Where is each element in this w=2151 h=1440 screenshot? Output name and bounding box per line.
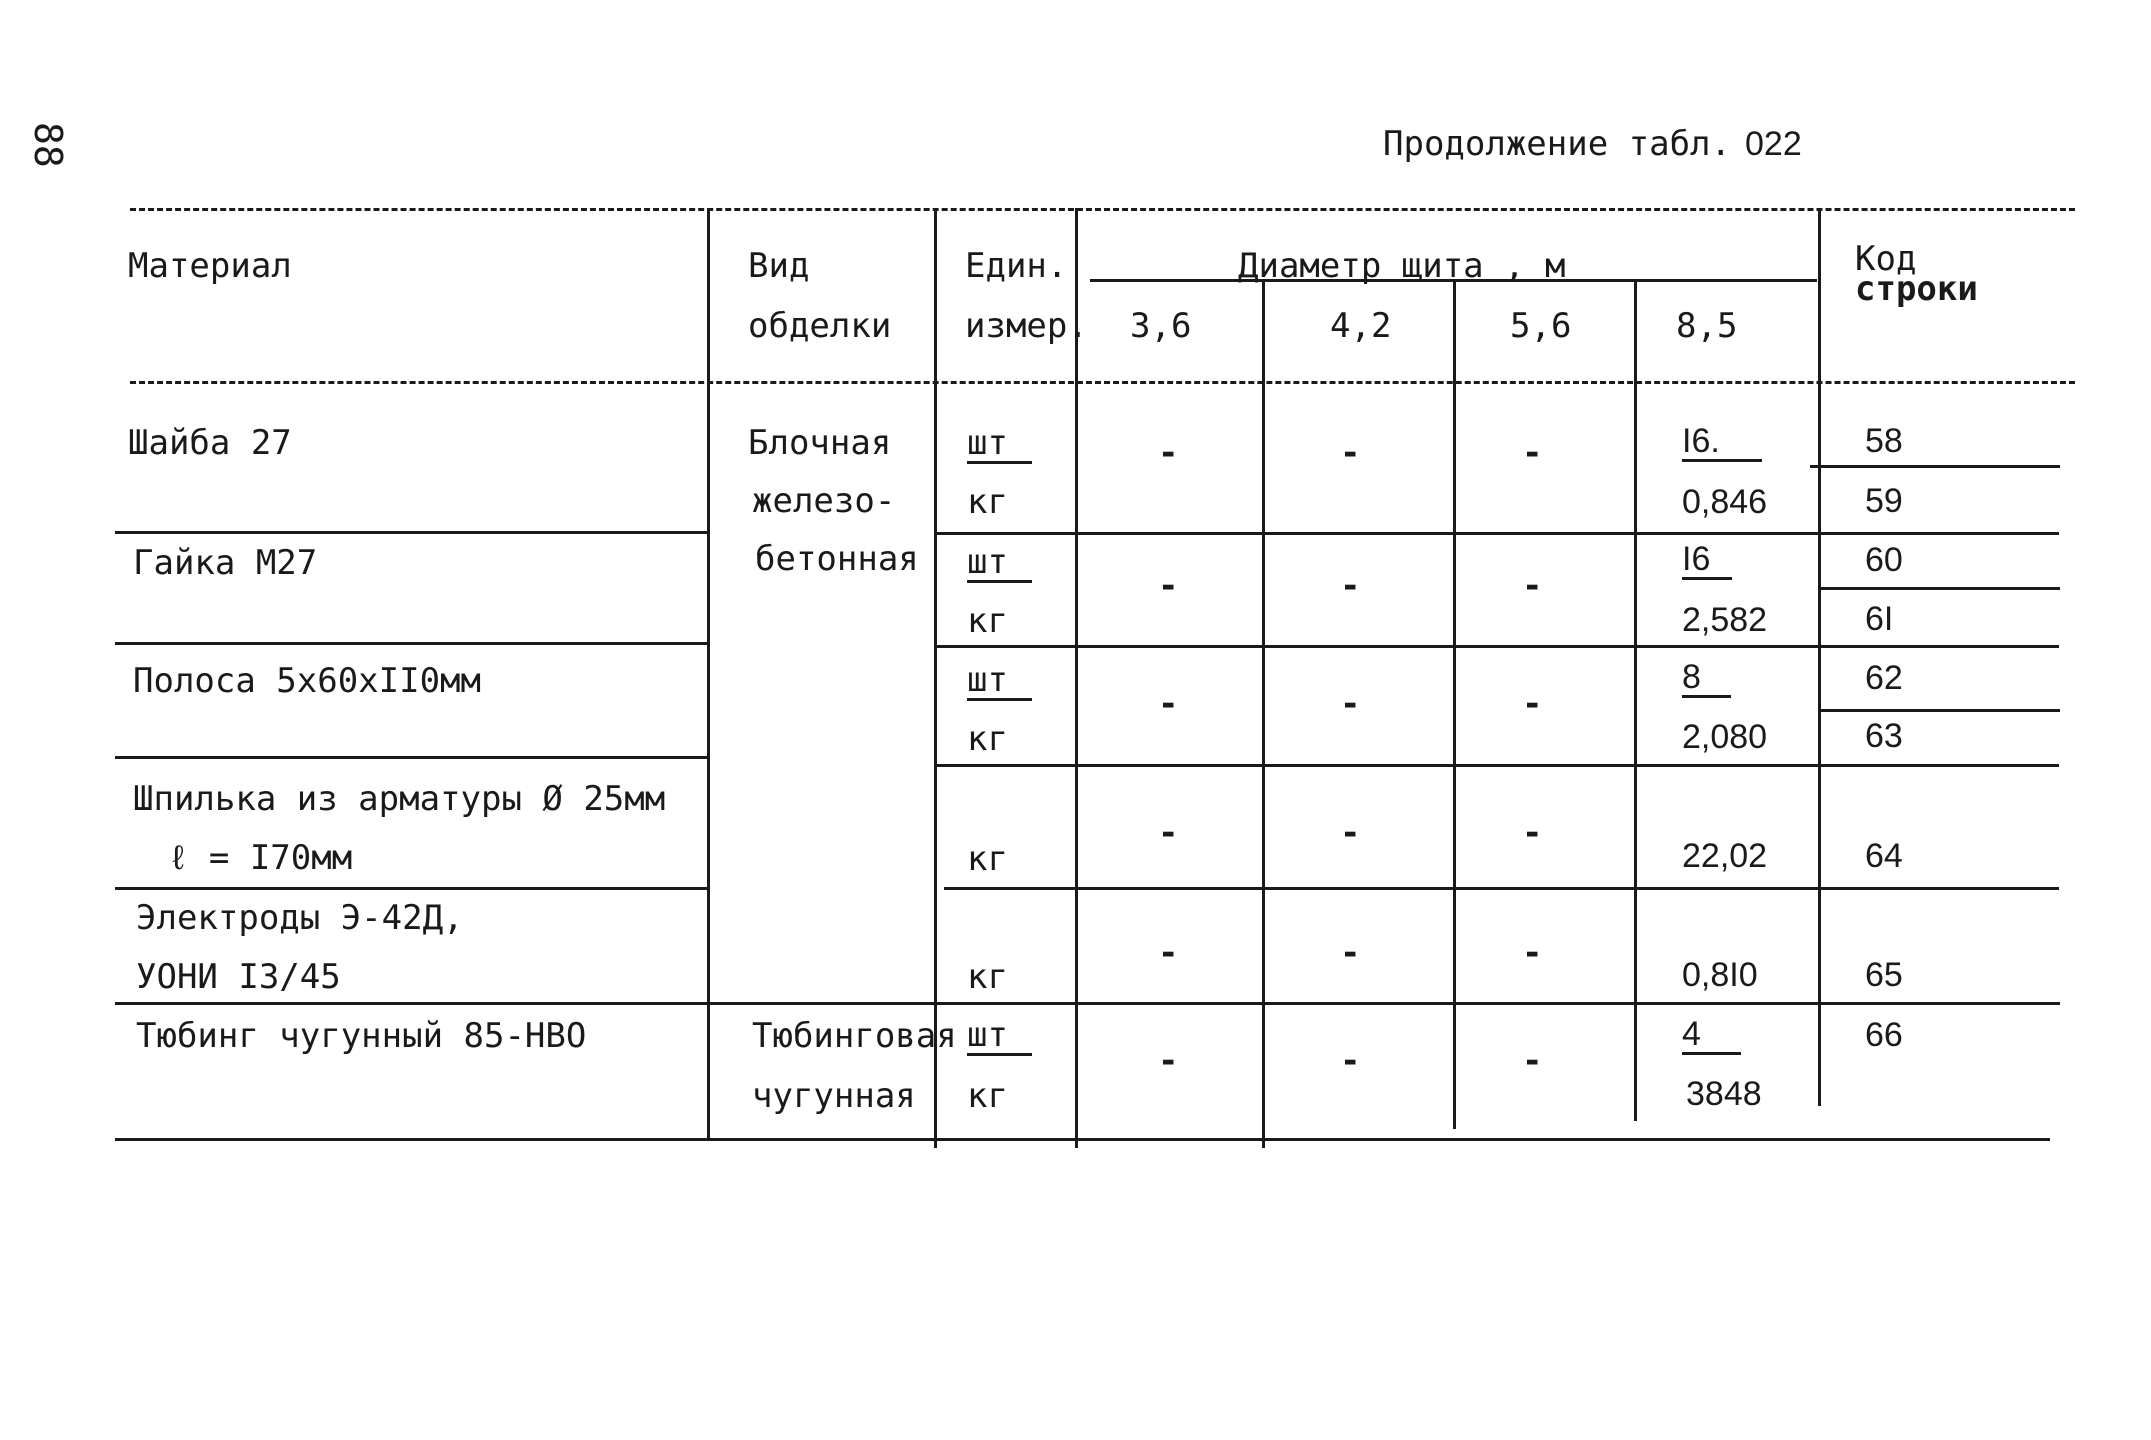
header-finish-line1: Вид <box>748 246 810 286</box>
row2-material: Гайка М27 <box>133 543 318 583</box>
row4-d56: - <box>1522 813 1543 853</box>
finish-block-line1: Блочная <box>748 423 892 463</box>
table-caption: Продолжение табл. <box>1383 124 1731 164</box>
header-diameter-56: 5,6 <box>1510 306 1572 346</box>
row2-code1: 60 <box>1865 541 1903 579</box>
row5-material-line1: Электроды Э-42Д, <box>136 898 464 938</box>
row1-val1: I6. <box>1682 423 1762 462</box>
row3-d42: - <box>1340 684 1361 724</box>
row2-d36: - <box>1158 566 1179 606</box>
header-material: Материал <box>128 246 292 286</box>
row4-val2: 22,02 <box>1682 837 1768 875</box>
header-diameter-85: 8,5 <box>1676 306 1738 346</box>
table-bottom-line <box>115 1138 2050 1141</box>
row-line <box>944 887 2059 890</box>
col-line-unit <box>1075 208 1078 1148</box>
table-top-dashed-line <box>130 208 2075 211</box>
row5-material-line2: УОНИ I3/45 <box>136 957 341 997</box>
finish-tubing-line2: чугунная <box>752 1076 916 1116</box>
row6-unit1: шт <box>967 1017 1032 1056</box>
row6-val2: 3848 <box>1686 1075 1762 1113</box>
row2-d42: - <box>1340 566 1361 606</box>
row1-material: Шайба 27 <box>128 423 292 463</box>
finish-tubing-line1: Тюбинговая <box>752 1016 957 1056</box>
finish-block-line2: железо- <box>752 481 896 521</box>
row4-material-line2: ℓ = I70мм <box>168 838 353 878</box>
row5-d42: - <box>1340 933 1361 973</box>
row2-unit2: кг <box>967 601 1008 641</box>
row-line <box>115 642 707 645</box>
row2-code2: 6I <box>1865 600 1894 638</box>
row2-val1: I6 <box>1682 541 1732 580</box>
row4-d42: - <box>1340 813 1361 853</box>
row-line <box>934 532 2059 535</box>
table-number: 022 <box>1745 125 1802 163</box>
row6-unit2: кг <box>967 1076 1008 1116</box>
page-number: 88 <box>26 122 70 168</box>
col-line-d36 <box>1262 281 1265 1148</box>
row6-d42: - <box>1340 1041 1361 1081</box>
header-finish-line2: обделки <box>748 306 892 346</box>
row5-d36: - <box>1158 933 1179 973</box>
row-line <box>115 887 707 890</box>
row6-val1: 4 <box>1682 1016 1741 1055</box>
header-unit-line2: измер. <box>965 306 1088 346</box>
row6-code1: 66 <box>1865 1016 1903 1054</box>
finish-block-line3: бетонная <box>755 539 919 579</box>
row-line <box>1818 709 2060 712</box>
col-line-d85 <box>1818 208 1821 1106</box>
row3-material: Полоса 5х60хII0мм <box>133 661 481 701</box>
col-line-material <box>707 208 710 1140</box>
row-line <box>1810 465 2060 468</box>
row2-val2: 2,582 <box>1682 601 1768 639</box>
row4-code2: 64 <box>1865 837 1903 875</box>
row5-unit2: кг <box>967 957 1008 997</box>
row-line <box>934 764 2059 767</box>
row3-val1: 8 <box>1682 659 1731 698</box>
row3-unit2: кг <box>967 719 1008 759</box>
row3-d36: - <box>1158 684 1179 724</box>
row3-code2: 63 <box>1865 717 1903 755</box>
row1-d42: - <box>1340 433 1361 473</box>
row-line <box>1818 587 2060 590</box>
row-line <box>115 531 707 534</box>
header-bottom-dashed-line <box>130 381 2075 384</box>
row-line <box>934 645 2059 648</box>
row3-code1: 62 <box>1865 659 1903 697</box>
row3-d56: - <box>1522 684 1543 724</box>
row3-val2: 2,080 <box>1682 718 1768 756</box>
row1-d56: - <box>1522 433 1543 473</box>
row4-d36: - <box>1158 813 1179 853</box>
row1-val2: 0,846 <box>1682 483 1768 521</box>
row2-d56: - <box>1522 566 1543 606</box>
col-line-finish <box>934 208 937 1148</box>
row2-unit1: шт <box>967 544 1032 583</box>
row4-unit2: кг <box>967 839 1008 879</box>
header-code-line2: строки <box>1855 269 1978 309</box>
row5-d56: - <box>1522 933 1543 973</box>
row1-d36: - <box>1158 433 1179 473</box>
row1-unit2: кг <box>967 482 1008 522</box>
header-diameter-title: Диаметр щита , м <box>1238 246 1566 286</box>
row-line <box>115 1002 2060 1005</box>
row-line <box>115 756 707 759</box>
header-code-line1: Код <box>1855 239 1917 279</box>
row5-val2: 0,8I0 <box>1682 956 1758 994</box>
row1-code2: 59 <box>1865 482 1903 520</box>
header-unit-line1: Един. <box>965 246 1068 286</box>
row1-unit1: шт <box>967 425 1032 464</box>
row4-material-line1: Шпилька из арматуры Ø 25мм <box>133 779 666 819</box>
col-line-d56 <box>1634 281 1637 1121</box>
row3-unit1: шт <box>967 662 1032 701</box>
header-diameter-42: 4,2 <box>1330 306 1392 346</box>
row6-d56: - <box>1522 1041 1543 1081</box>
row1-code1: 58 <box>1865 422 1903 460</box>
row6-material: Тюбинг чугунный 85-НВО <box>136 1016 587 1056</box>
row5-code2: 65 <box>1865 956 1903 994</box>
header-diameter-36: 3,6 <box>1130 306 1192 346</box>
row6-d36: - <box>1158 1041 1179 1081</box>
